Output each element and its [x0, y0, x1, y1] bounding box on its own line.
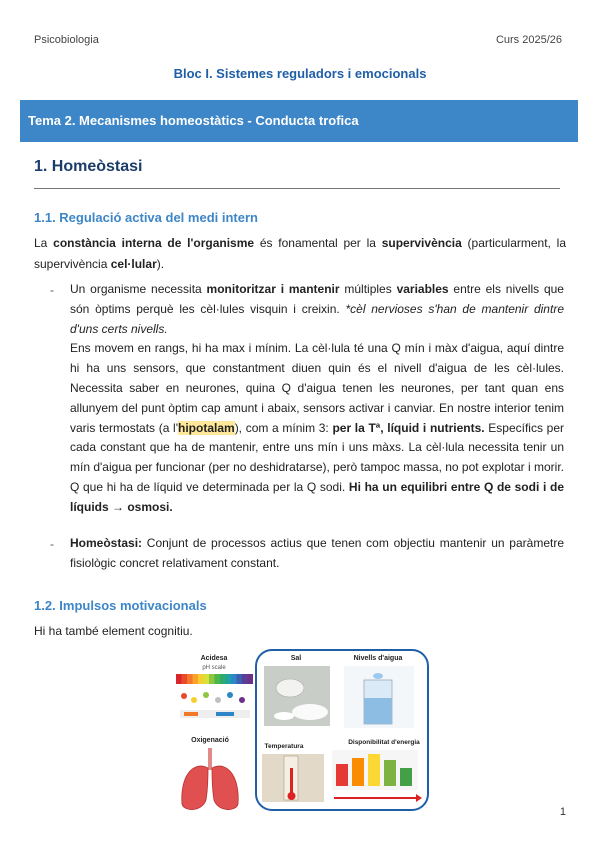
tema-title: Tema 2. Mecanismes homeostàtics - Conducta trofica: [28, 113, 359, 128]
label-acidesa: Acidesa: [200, 655, 228, 662]
subsection-title-2: 1.2. Impulsos motivacionals: [34, 598, 207, 613]
ph-scale-panel: [176, 655, 253, 718]
label-nivells-aigua: Nivells d'aigua: [353, 655, 403, 662]
label-energia: Disponibilitat d'energia: [348, 739, 420, 746]
label-ph-scale: pH scale: [202, 665, 226, 671]
header-subject: Psicobiologia: [34, 34, 99, 46]
label-sal: Sal: [290, 655, 302, 662]
energy-panel: [332, 739, 422, 802]
section-divider: [34, 188, 560, 189]
bullet-marker: -: [50, 537, 54, 551]
tema-banner: [20, 100, 578, 142]
bullet-item-regulation: Un organisme necessita monitoritzar i mantenir múltiples variables entre els nivells que són òptims perquè les cèl·lules visquin i creixin. *cèl nervioses s'han de mantenir dintre d'uns certs nivells. Ens movem en rangs, hi ha max i mínim. La cèl·lula té una Q mín i màx d'aigua, aquí dintre hi ha uns sensors, que constantment diuen quin és el nivell d'aigua de les cèl·lules. Necessita saber en neurones, quina Q d'aigua tenen les neurones, per tant quan ens allunyem del punt òptim cap amunt i abaix, sensors activar i canviar. En nostre interior tenim varis termostats (a l'hipotalam), com a mínim 3: per la Tª, líquid i nutrients. Específics per cada constant que ha de mantenir, entre uns mín i uns màxs. La cèl·lula necessita tenir un mín d'aigua per funcionar (per no deshidratarse), però tampoc massa, no pot explotar i morir. Q que hi ha de líquid ve determinada per la Q sodi. Hi ha un equilibri entre Q de sodi i de líquids → osmosi.: [70, 282, 564, 514]
bullet-marker: -: [50, 283, 54, 297]
motivational-paragraph: Hi ha també element cognitiu.: [34, 624, 193, 638]
subsection-title-1: 1.1. Regulació activa del medi intern: [34, 210, 258, 225]
lungs-panel: [182, 737, 238, 810]
section-title: 1. Homeòstasi: [34, 158, 143, 175]
bullet-item-homeostasi: Homeòstasi: Conjunt de processos actius que tenen com objectiu mantenir un paràmetre fisiològic concret relativament constant.: [70, 536, 564, 570]
highlight-hipotalam: hipotalam: [178, 420, 235, 435]
header-course: Curs 2025/26: [495, 34, 562, 46]
page-number: 1: [559, 806, 566, 818]
homeostasis-figure: [172, 648, 432, 818]
label-oxigenacio: Oxigenació: [191, 737, 229, 744]
label-temperatura: Temperatura: [264, 743, 304, 750]
intro-paragraph: La constància interna de l'organisme és fonamental per la supervivència (particularment, la supervivència cel·lular).: [34, 236, 567, 271]
temperature-panel: [262, 743, 324, 802]
water-level-panel: [344, 655, 414, 728]
bloc-title: Bloc I. Sistemes reguladors i emocionals: [173, 66, 427, 81]
salt-panel: [264, 655, 330, 726]
